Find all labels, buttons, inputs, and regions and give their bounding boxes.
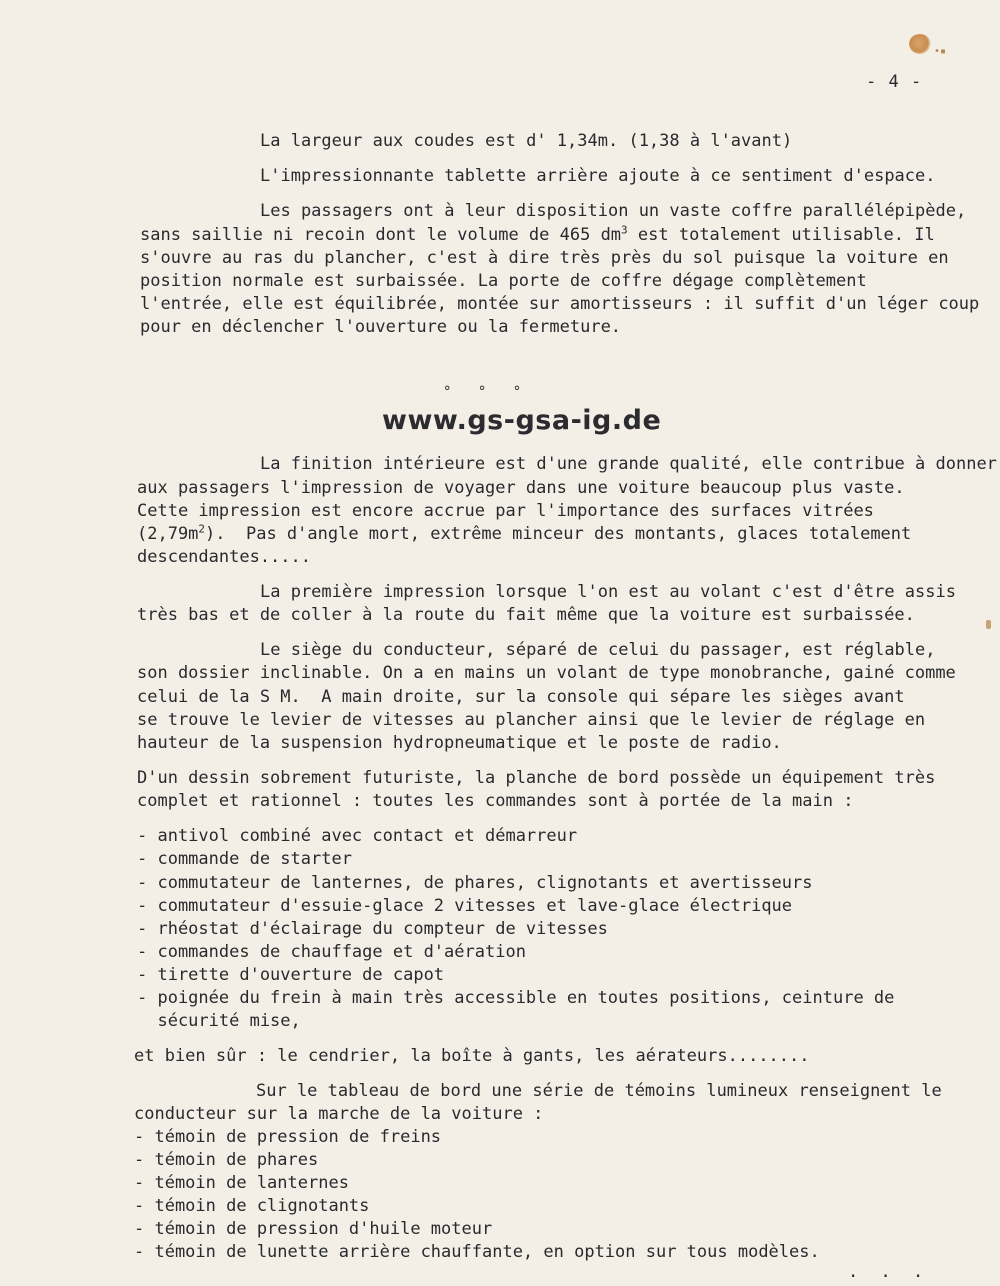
text-line: aux passagers l'impression de voyager dans une voiture beaucoup plus vaste. <box>137 478 905 498</box>
text-line: s'ouvre au ras du plancher, c'est à dire très près du sol puisque la voiture en <box>140 248 949 268</box>
list-item: - commutateur de lanternes, de phares, clignotants et avertisseurs <box>137 873 813 893</box>
text-span: ). Pas d'angle mort, extrême minceur des montants, glaces totalement <box>205 524 912 544</box>
text-line: L'impressionnante tablette arrière ajoute à ce sentiment d'espace. <box>260 166 936 186</box>
text-line: Les passagers ont à leur disposition un vaste coffre parallélépipède, <box>260 201 967 221</box>
superscript: 2 <box>198 522 206 536</box>
list-item: - témoin de lunette arrière chauffante, en option sur tous modèles. <box>134 1242 820 1262</box>
list-item: - témoin de lanternes <box>134 1173 349 1193</box>
section-separator: ° ° ° <box>443 384 522 400</box>
text-line: La largeur aux coudes est d' 1,34m. (1,38 à l'avant) <box>260 131 793 151</box>
text-line: La première impression lorsque l'on est au volant c'est d'être assis <box>260 582 956 602</box>
text-line: D'un dessin sobrement futuriste, la planche de bord possède un équipement très <box>137 768 936 788</box>
list-item: - tirette d'ouverture de capot <box>137 965 445 985</box>
text-line: descendantes..... <box>137 547 311 567</box>
text-line: Le siège du conducteur, séparé de celui du passager, est réglable, <box>260 640 936 660</box>
edge-stain <box>986 620 991 629</box>
text-line: hauteur de la suspension hydropneumatique et le poste de radio. <box>137 733 782 753</box>
text-line: très bas et de coller à la route du fait même que la voiture est surbaissée. <box>137 605 915 625</box>
list-item: - témoin de clignotants <box>134 1196 370 1216</box>
list-item: - commandes de chauffage et d'aération <box>137 942 526 962</box>
text-line: son dossier inclinable. On a en mains un volant de type monobranche, gainé comme <box>137 663 956 683</box>
text-line: Sur le tableau de bord une série de témoins lumineux renseignent le <box>256 1081 942 1101</box>
text-span: est totalement utilisable. Il <box>627 225 935 245</box>
page-number: - 4 - <box>866 72 923 92</box>
text-line: pour en déclencher l'ouverture ou la fermeture. <box>140 317 622 337</box>
watermark: www.gs-gsa-ig.de <box>382 405 662 436</box>
stain-mark <box>909 34 931 54</box>
list-item: - commutateur d'essuie-glace 2 vitesses et lave-glace électrique <box>137 896 793 916</box>
text-line <box>137 523 911 545</box>
list-item: - témoin de pression d'huile moteur <box>134 1219 493 1239</box>
list-item: sécurité mise, <box>137 1011 301 1031</box>
text-line: l'entrée, elle est équilibrée, montée sur amortisseurs : il suffit d'un léger coup <box>140 294 980 314</box>
text-span: sans saillie ni recoin dont le volume de 465 dm <box>140 225 622 245</box>
text-line: position normale est surbaissée. La porte de coffre dégage complètement <box>140 271 867 291</box>
list-item: - commande de starter <box>137 849 352 869</box>
text-line: La finition intérieure est d'une grande qualité, elle contribue à donner <box>260 454 997 474</box>
list-item: - témoin de pression de freins <box>134 1127 442 1147</box>
text-line: conducteur sur la marche de la voiture : <box>134 1104 544 1124</box>
list-item: - témoin de phares <box>134 1150 319 1170</box>
text-line: et bien sûr : le cendrier, la boîte à gants, les aérateurs........ <box>134 1046 810 1066</box>
list-item: - antivol combiné avec contact et démarreur <box>137 826 578 846</box>
text-line: complet et rationnel : toutes les commandes sont à portée de la main : <box>137 791 854 811</box>
superscript: 3 <box>621 223 628 237</box>
list-item: - rhéostat d'éclairage du compteur de vitesses <box>137 919 608 939</box>
stain-dots: •▪ <box>934 46 947 57</box>
text-line: Cette impression est encore accrue par l'importance des surfaces vitrées <box>137 501 874 521</box>
text-line: celui de la S M. A main droite, sur la console qui sépare les sièges avant <box>137 687 905 707</box>
continuation-dots: . . . <box>848 1262 930 1282</box>
list-item: - poignée du frein à main très accessible en toutes positions, ceinture de <box>137 988 895 1008</box>
text-span: (2,79m <box>137 524 199 544</box>
text-line: se trouve le levier de vitesses au plancher ainsi que le levier de réglage en <box>137 710 926 730</box>
text-line <box>140 224 935 246</box>
